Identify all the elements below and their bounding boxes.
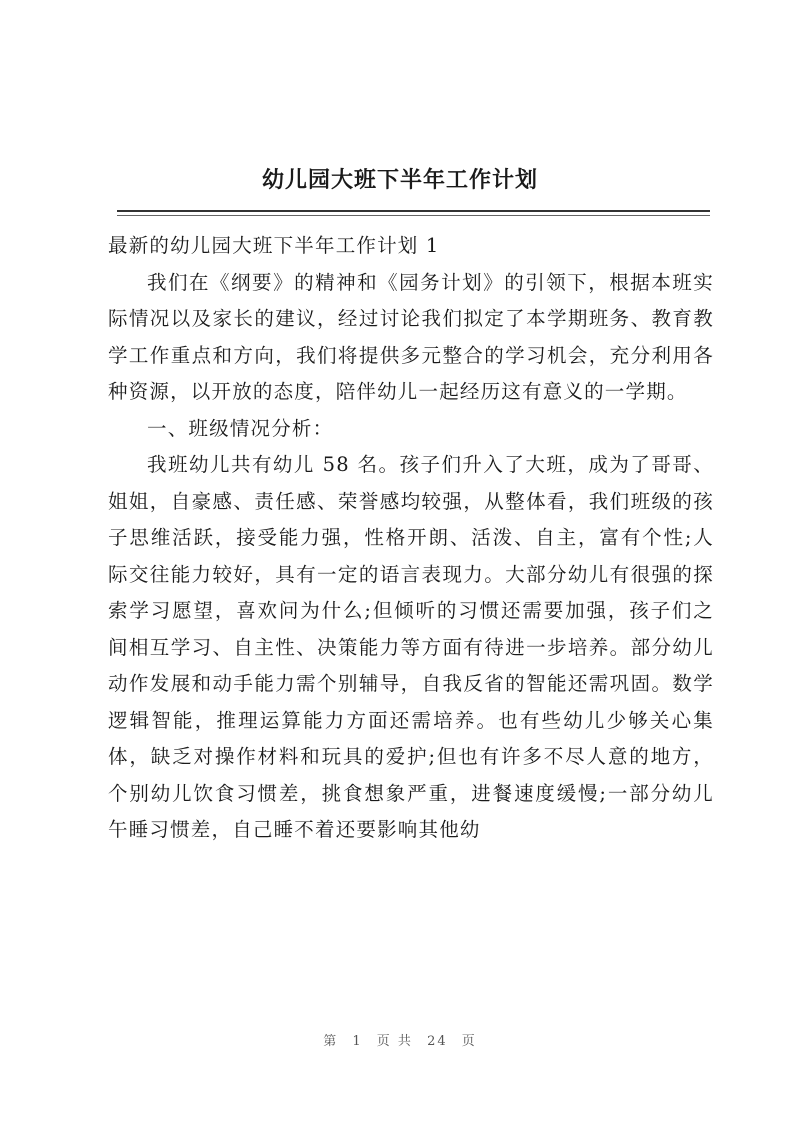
document-body <box>108 228 714 849</box>
footer-label-page: 第 <box>323 1034 339 1049</box>
section-heading-class-analysis: 一、班级情况分析： <box>147 416 334 440</box>
footer-current-page: 1 <box>352 1034 363 1049</box>
footer-total-pages: 24 <box>427 1034 448 1049</box>
document-subtitle: 最新的幼儿园大班下半年工作计划 1 <box>108 234 440 257</box>
paragraph-class-analysis: 我班幼儿共有幼儿 58 名。孩子们升入了大班，成为了哥哥、姐姐，自豪感、责任感、荣誉感均较强，从整体看，我们班级的孩子思维活跃，接受能力强，性格开朗、活泼、自主，富有个性;人际交往能力较好，具有一定的语言表现力。大部分幼儿有很强的探索学习愿望，喜欢问为什么;但倾听的习惯还需要加强，孩子们之间相互学习、自主性、决策能力等方面有待进一步培养。部分幼儿动作发展和动手能力需个别辅导，自我反省的智能还需巩固。数学逻辑智能，推理运算能力方面还需培养。也有些幼儿少够关心集体，缺乏对操作材料和玩具的爱护;但也有许多不尽人意的地方，个别幼儿饮食习惯差，挑食想象严重，进餐速度缓慢;一部分幼儿午睡习惯差，自己睡不着还要影响其他幼 <box>108 453 714 841</box>
document-title: 幼儿园大班下半年工作计划 <box>261 167 538 193</box>
paragraph-intro: 我们在《纲要》的精神和《园务计划》的引领下，根据本班实际情况以及家长的建议，经过讨论我们拟定了本学期班务、教育教学工作重点和方向，我们将提供多元整合的学习机会，充分利用各种资源，以开放的态度，陪伴幼儿一起经历这有意义的一学期。 <box>108 270 714 403</box>
title-divider-thin <box>117 215 710 216</box>
footer-label-end: 页 <box>461 1034 477 1049</box>
title-divider <box>117 210 710 212</box>
footer-label-of: 页 共 <box>376 1034 413 1049</box>
page-footer <box>0 1030 800 1049</box>
